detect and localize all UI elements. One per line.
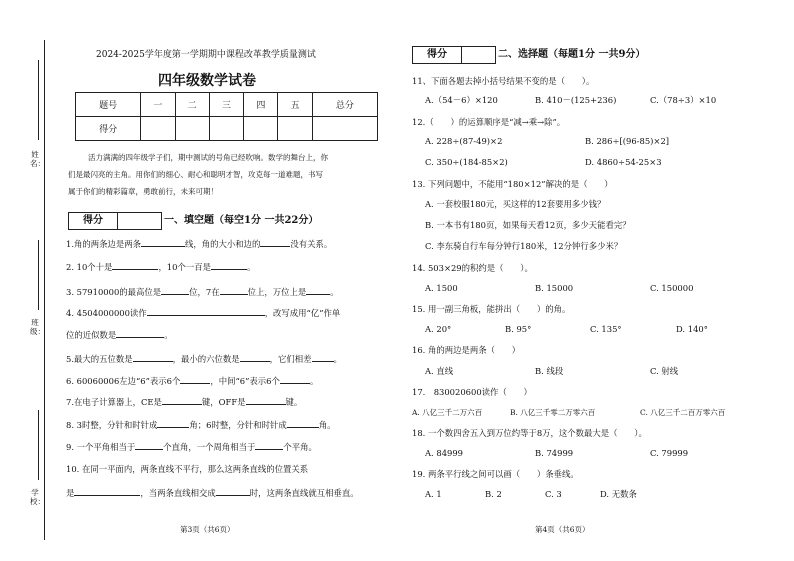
q-text: 。 bbox=[330, 287, 339, 297]
question-18: 18. 一个数四舍五入到万位约等于8万，这个数最大是（ ）。 bbox=[412, 428, 647, 438]
option[interactable]: A. 1500 bbox=[425, 283, 458, 293]
answer-blank[interactable] bbox=[162, 396, 202, 405]
question-5 bbox=[66, 353, 342, 365]
answer-blank[interactable] bbox=[255, 441, 283, 450]
q-text: ，当两条直线相交成 bbox=[140, 488, 216, 498]
option[interactable]: C. 135° bbox=[590, 324, 622, 334]
score-cell[interactable] bbox=[209, 117, 243, 141]
q-text: 4. 4504000000读作 bbox=[66, 308, 147, 318]
q-text: 3. 57910000的最高位是 bbox=[66, 287, 162, 297]
answer-blank[interactable] bbox=[133, 353, 173, 362]
question-10 bbox=[66, 464, 308, 475]
question-6 bbox=[66, 375, 318, 387]
question-7 bbox=[66, 396, 302, 408]
question-14: 14. 503×29的积约是（ ）。 bbox=[412, 263, 533, 273]
option[interactable]: B. 线段 bbox=[535, 366, 564, 376]
option[interactable]: C. 李东骑自行车每分钟行180米，12分钟行多少米？ bbox=[425, 241, 623, 251]
option[interactable]: B. 95° bbox=[505, 324, 532, 334]
option[interactable]: B. 286÷[(96-85)×2] bbox=[585, 136, 670, 146]
q-text: 个直角，一个周角相当于 bbox=[163, 442, 256, 452]
option[interactable]: A.（54－6）×120 bbox=[425, 95, 498, 105]
answer-blank[interactable] bbox=[74, 487, 140, 496]
school-field-line bbox=[38, 410, 39, 480]
question-17: 17. 830020600读作（ ） bbox=[412, 387, 532, 397]
answer-blank[interactable] bbox=[287, 419, 319, 428]
q-text: 线，角的大小和边的 bbox=[185, 239, 261, 249]
option[interactable]: B. 2 bbox=[485, 489, 502, 499]
question-15: 15. 用一副三角板，能拼出（ ）的角。 bbox=[412, 304, 571, 314]
option[interactable]: C. 79999 bbox=[650, 448, 689, 458]
question-3 bbox=[66, 286, 339, 298]
answer-blank[interactable] bbox=[260, 238, 290, 247]
q-text: 键。 bbox=[285, 397, 303, 407]
answer-blank[interactable] bbox=[116, 329, 164, 338]
option[interactable]: B. 410－(125+236) bbox=[535, 95, 617, 105]
right-page-footer: 第4页（共6页） bbox=[535, 525, 590, 534]
score-box-field[interactable] bbox=[462, 47, 495, 63]
q-text: 没有关系。 bbox=[290, 239, 333, 249]
q-text: 位上，万位上是 bbox=[247, 287, 307, 297]
score-cell[interactable] bbox=[175, 117, 209, 141]
q-text: 9. 一个平角相当于 bbox=[66, 442, 136, 452]
q-text: 。 bbox=[309, 376, 319, 386]
question-12: 12.（ ）的运算顺序是“减→乘→除”。 bbox=[412, 117, 566, 127]
question-2 bbox=[66, 261, 255, 273]
answer-blank[interactable] bbox=[180, 375, 210, 384]
score-box-label: 得分 bbox=[69, 213, 118, 229]
section2-score-box bbox=[412, 46, 496, 64]
option[interactable]: D. 4860÷54-25×3 bbox=[585, 157, 662, 167]
section1-title: 一、填空题（每空1分 一共22分） bbox=[164, 215, 319, 226]
question-8 bbox=[66, 419, 336, 431]
binding-line bbox=[44, 40, 45, 540]
option[interactable]: A. 1 bbox=[425, 489, 442, 499]
score-box-label: 得分 bbox=[413, 47, 462, 63]
q-text: 8. 3时整，分针和时针成 bbox=[66, 420, 158, 430]
answer-blank[interactable] bbox=[157, 419, 189, 428]
score-cell[interactable] bbox=[244, 117, 278, 141]
q-text: ，最小的六位数是 bbox=[172, 354, 240, 364]
answer-blank[interactable] bbox=[112, 261, 158, 270]
question-4 bbox=[66, 307, 340, 319]
option[interactable]: B. 八亿三千零二万零六百 bbox=[510, 408, 596, 417]
score-table-header-cell: 二 bbox=[175, 93, 209, 117]
q-text: ，它们相差 bbox=[269, 354, 312, 364]
question-16: 16. 角的两边是两条（ ） bbox=[412, 345, 521, 355]
score-table-row-label: 得分 bbox=[76, 117, 141, 141]
intro-line: 属于你们的精彩篇章，勇敢前行，未来可期！ bbox=[68, 187, 218, 196]
section2-title: 二、选择题（每题1分 一共9分） bbox=[498, 49, 646, 60]
score-table bbox=[75, 92, 378, 141]
option[interactable]: B. 74999 bbox=[535, 448, 574, 458]
question-10-cont bbox=[66, 487, 359, 499]
answer-blank[interactable] bbox=[220, 286, 248, 295]
answer-blank[interactable] bbox=[240, 353, 270, 362]
option[interactable]: C. 150000 bbox=[650, 283, 694, 293]
option[interactable]: C. 350÷(184-85×2) bbox=[425, 157, 508, 167]
score-table-header-cell: 三 bbox=[209, 93, 243, 117]
intro-line: 活力满满的四年级学子们，期中测试的号角已经吹响。数学的舞台上，你 bbox=[88, 153, 328, 162]
option[interactable]: A. 直线 bbox=[425, 366, 454, 376]
option[interactable]: C. 射线 bbox=[650, 366, 679, 376]
score-table-header-cell: 五 bbox=[278, 93, 312, 117]
question-1 bbox=[66, 238, 332, 250]
option[interactable]: A. 228÷(87-49)×2 bbox=[425, 136, 503, 146]
option[interactable]: C. 3 bbox=[545, 489, 562, 499]
answer-blank[interactable] bbox=[211, 261, 247, 270]
option[interactable]: C.（78÷3）×10 bbox=[650, 95, 717, 105]
q-text: 5.最大的五位数是 bbox=[66, 354, 133, 364]
answer-blank[interactable] bbox=[161, 286, 189, 295]
option[interactable]: D. 140° bbox=[676, 324, 708, 334]
answer-blank[interactable] bbox=[141, 238, 185, 247]
score-table-header-cell: 总分 bbox=[312, 93, 377, 117]
q-text: 7.在电子计算器上，CE是 bbox=[66, 397, 162, 407]
intro-line: 们是最闪亮的主角。用你们的细心、耐心和聪明才智，攻克每一道难题，书写 bbox=[68, 170, 323, 179]
option[interactable]: A. 八亿三千二万六百 bbox=[412, 408, 483, 417]
q-text: 。 bbox=[333, 354, 342, 364]
answer-blank[interactable] bbox=[306, 286, 330, 295]
question-11: 11、下面各题去掉小括号结果不变的是（ ）。 bbox=[412, 76, 595, 86]
q-text: 是 bbox=[66, 488, 75, 498]
q-text: 2. 10个十是 bbox=[66, 262, 113, 272]
score-table-header-cell: 题号 bbox=[76, 93, 141, 117]
option[interactable]: C. 八亿三千二百万零六百 bbox=[640, 408, 726, 417]
answer-blank[interactable] bbox=[312, 353, 334, 362]
q-text: 10. 在同一平面内，两条直线不平行，那么这两条直线的位置关系 bbox=[66, 464, 309, 474]
q-text: 。 bbox=[164, 330, 173, 340]
question-9 bbox=[66, 441, 317, 453]
q-text: ，中间“6”表示6个 bbox=[210, 376, 280, 386]
class-label: 班级： bbox=[30, 318, 45, 336]
answer-blank[interactable] bbox=[216, 487, 250, 496]
answer-blank[interactable] bbox=[147, 307, 265, 316]
exam-title: 四年级数学试卷 bbox=[158, 73, 256, 89]
q-text: 个平角。 bbox=[283, 442, 317, 452]
q-text: ，10个一百是 bbox=[158, 262, 211, 272]
name-field-line bbox=[38, 60, 39, 140]
option[interactable]: A. 一套校服180元，买这样的12套要用多少钱？ bbox=[425, 199, 606, 209]
answer-blank[interactable] bbox=[246, 396, 286, 405]
answer-blank[interactable] bbox=[135, 441, 163, 450]
option[interactable]: A. 20° bbox=[425, 324, 452, 334]
score-cell[interactable] bbox=[141, 117, 175, 141]
q-text: 键，OFF是 bbox=[201, 397, 246, 407]
q-text: 时，这两条直线就互相垂直。 bbox=[249, 488, 359, 498]
q-text: ，改写成用“亿”作单 bbox=[264, 308, 341, 318]
q-text: 位的近似数是 bbox=[66, 330, 117, 340]
question-4-cont bbox=[66, 329, 173, 341]
score-cell[interactable] bbox=[278, 117, 312, 141]
q-text: 角。 bbox=[318, 420, 336, 430]
score-table-header-cell: 一 bbox=[141, 93, 175, 117]
score-box-field[interactable] bbox=[118, 213, 161, 229]
exam-header: 2024-2025学年度第一学期期中课程改革教学质量测试 bbox=[96, 50, 316, 60]
answer-blank[interactable] bbox=[280, 375, 310, 384]
school-label: 学校： bbox=[30, 488, 45, 506]
score-table-header-cell: 四 bbox=[244, 93, 278, 117]
score-cell[interactable] bbox=[312, 117, 377, 141]
option[interactable]: B. 一本书有180页，如果每天看12页，多少天能看完？ bbox=[425, 220, 631, 230]
class-field-line bbox=[38, 240, 39, 310]
question-19: 19. 两条平行线之间可以画（ ）条垂线。 bbox=[412, 469, 579, 479]
q-text: 1.角的两条边是两条 bbox=[66, 239, 141, 249]
name-label: 姓名： bbox=[30, 150, 45, 168]
option[interactable]: D. 无数条 bbox=[600, 489, 637, 499]
q-text: 。 bbox=[246, 262, 256, 272]
q-text: 6. 60060006左边“6”表示6个 bbox=[66, 376, 181, 386]
option[interactable]: A. 84999 bbox=[425, 448, 464, 458]
question-13: 13. 下列问题中，不能用“180×12”解决的是（ ） bbox=[412, 179, 613, 189]
q-text: 角；6时整，分针和时针成 bbox=[189, 420, 287, 430]
section1-score-box bbox=[68, 212, 162, 230]
option[interactable]: B. 15000 bbox=[535, 283, 574, 293]
q-text: 位，7在 bbox=[189, 287, 220, 297]
left-page-footer: 第3页（共6页） bbox=[180, 525, 235, 534]
